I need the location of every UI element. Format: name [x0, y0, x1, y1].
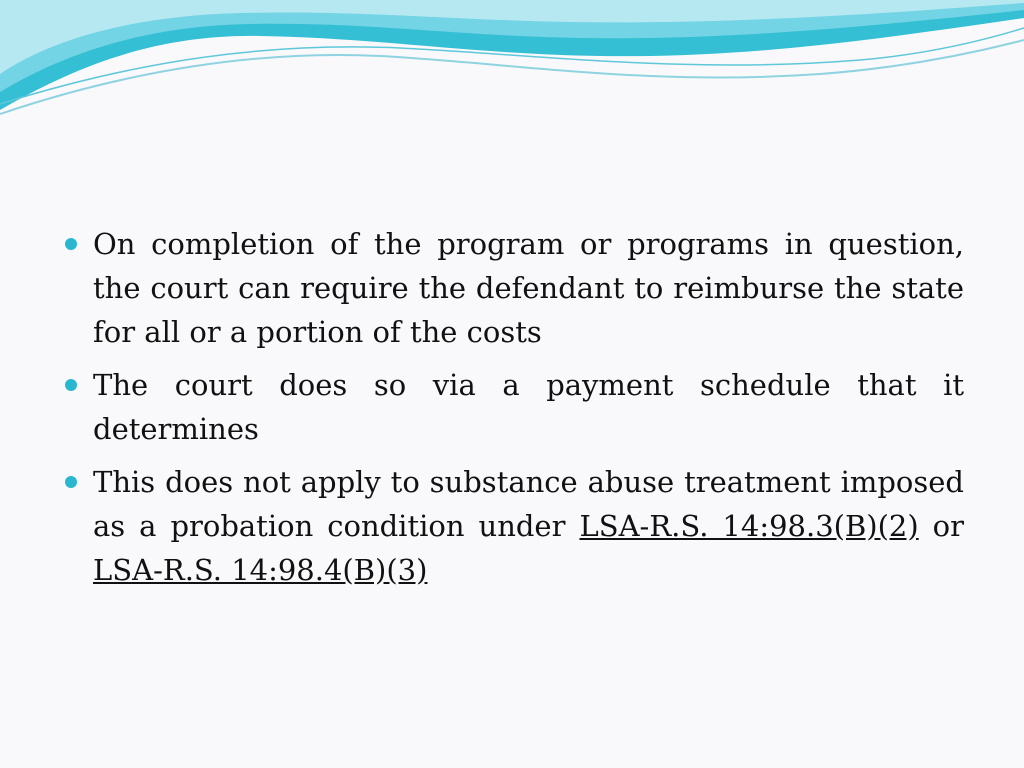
bullet-item: [62, 222, 964, 354]
bullet-list: [62, 222, 964, 592]
bullet-text: On completion of the program or programs in question, the court can require the defendant to reimburse the state for all or a portion of the costs: [93, 227, 964, 349]
bullet-text-middle: or: [918, 509, 965, 543]
statute-link-1[interactable]: LSA-R.S. 14:98.3(B)(2): [579, 509, 919, 543]
statute-link-2[interactable]: LSA-R.S. 14:98.4(B)(3): [93, 553, 428, 587]
bullet-text-prefix: This does not apply to substance abuse treatment imposed as a probation condition under: [93, 465, 964, 543]
bullet-item: [62, 460, 964, 592]
bullet-item: [62, 363, 964, 451]
bullet-text: The court does so via a payment schedule that it determines: [93, 368, 964, 446]
slide-content: [62, 222, 964, 601]
bullet-icon: [65, 379, 77, 391]
header-wave-decoration: [0, 0, 1024, 130]
bullet-icon: [65, 476, 77, 488]
bullet-icon: [65, 238, 77, 250]
